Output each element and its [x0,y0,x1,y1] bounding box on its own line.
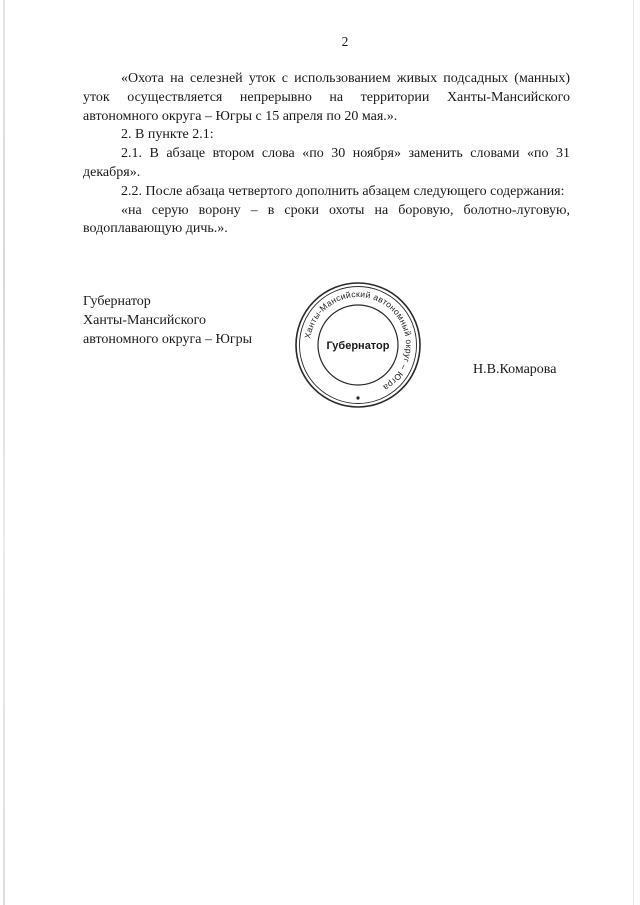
signature-region-2: автономного округа – Югры [83,332,252,347]
signature-region: Ханты-Мансийского [83,313,207,328]
paragraph-item-2-1: 2.1. В абзаце втором слова «по 30 ноября» заменить словами «по 31 декабря». [83,146,570,180]
page-number: 2 [341,34,349,49]
signature-title: Губернатор [83,294,151,309]
seal-graphic [293,280,423,410]
official-seal [293,280,423,410]
signatory-name: Н.В.Комарова [473,362,557,377]
signature-block [83,292,252,349]
scan-edge-right [633,0,634,905]
paragraph-item-2-2: 2.2. После абзаца четвертого дополнить абзацем следующего содержания: [121,183,565,199]
document-body [83,70,570,239]
paragraph-crow-season: «на серую ворону – в сроки охоты на боровую, болотно-луговую, водоплавающую дичь.». [83,202,570,237]
paragraph-item-2: 2. В пункте 2.1: [121,127,214,143]
seal-center-text: Губернатор [326,340,390,352]
scan-edge-left [3,0,5,905]
seal-dot-icon [356,396,359,399]
seal-ring-text: Ханты-Мансийский автономный округ – Югра [302,288,415,394]
paragraph-hunting-season: «Охота на селезней уток с использованием живых подсадных (манных) уток осуществляется непрерывно на территории Ханты-Мансийского автономного округа – Югры с 15 апреля по 20 мая.». [83,71,570,124]
